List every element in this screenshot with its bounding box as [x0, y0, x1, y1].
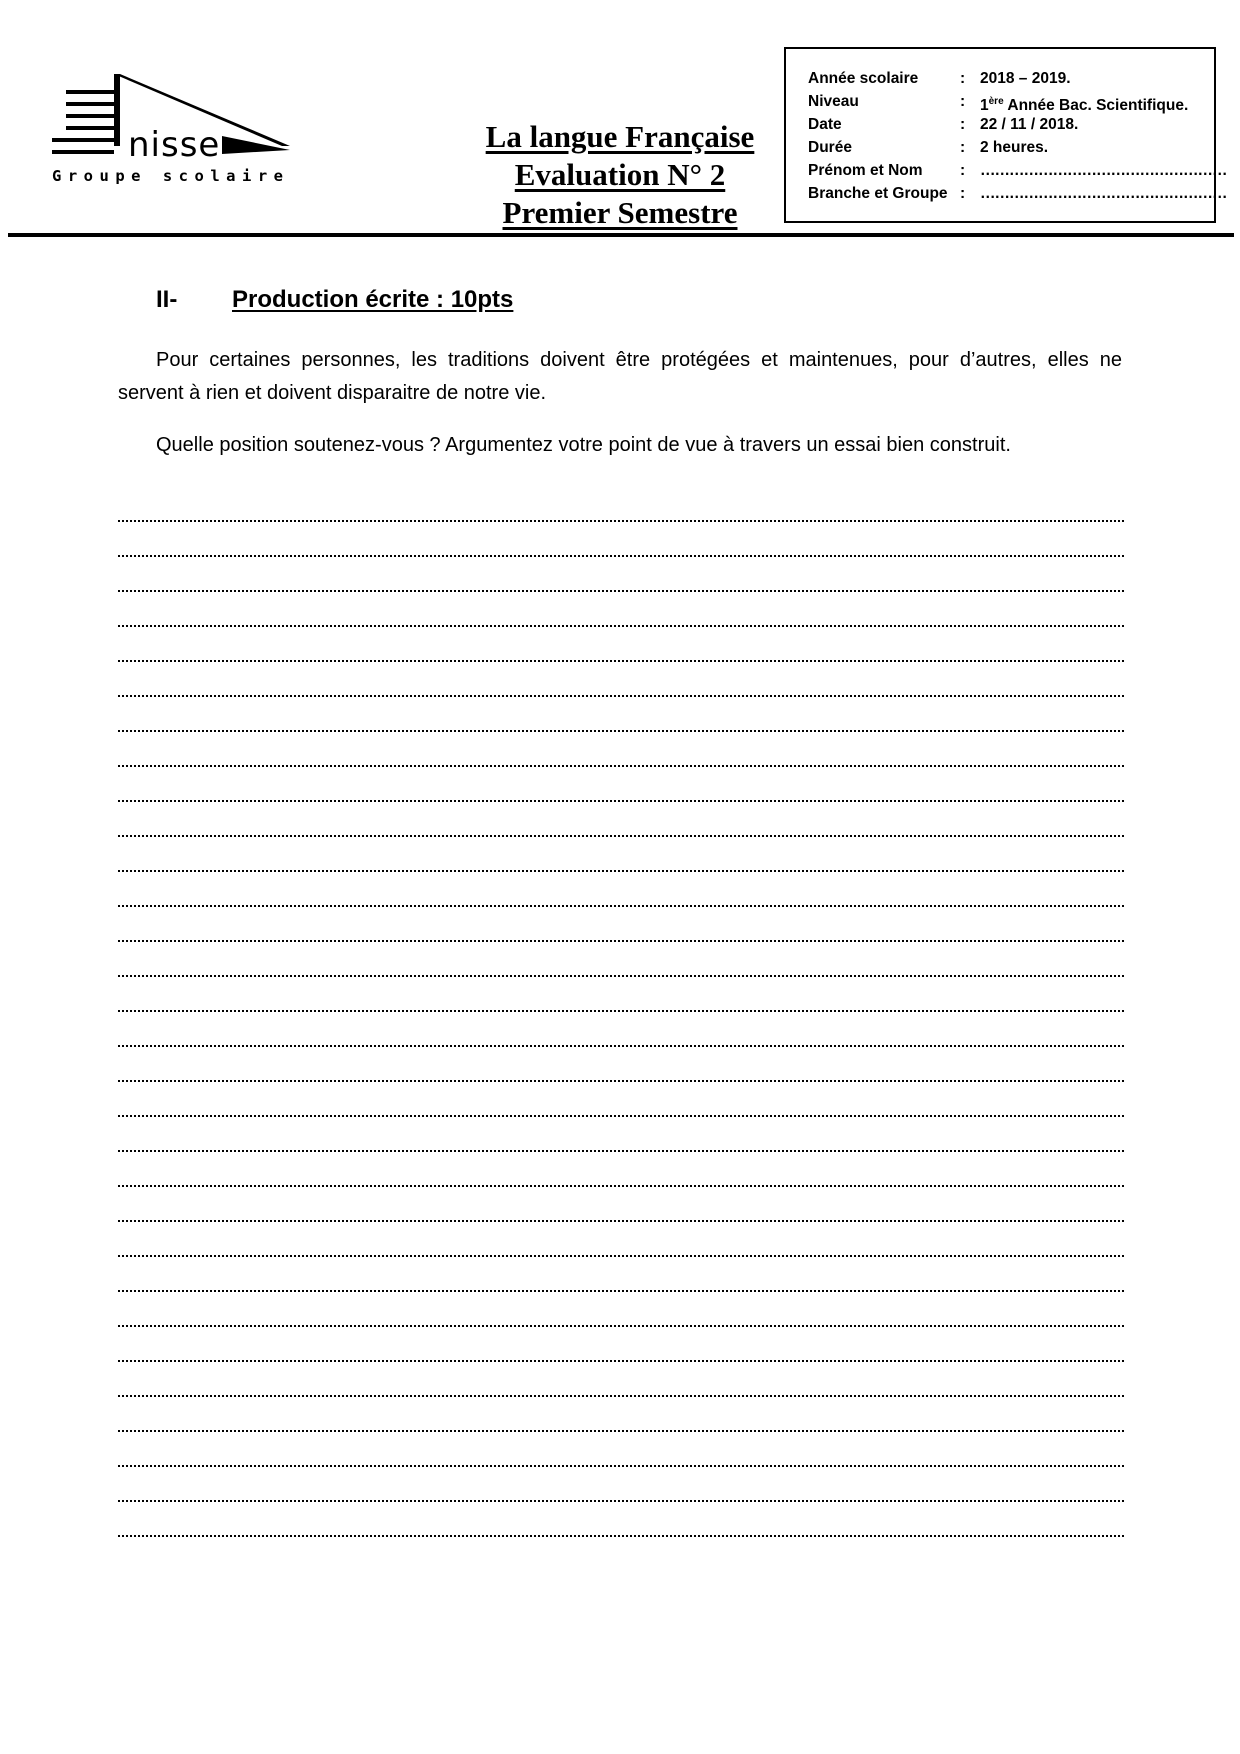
answer-line[interactable] [118, 487, 1124, 522]
answer-line[interactable] [118, 942, 1124, 977]
answer-line[interactable] [118, 627, 1124, 662]
info-label: Année scolaire [808, 70, 919, 87]
answer-line[interactable] [118, 1467, 1124, 1502]
answer-line[interactable] [118, 1047, 1124, 1082]
info-row-year [808, 67, 1214, 90]
answer-lines[interactable] [118, 487, 1124, 1537]
info-label: Date [808, 116, 842, 133]
answer-line[interactable] [118, 1222, 1124, 1257]
info-label: Durée [808, 139, 852, 156]
header-divider [8, 233, 1234, 237]
prompt-question: Quelle position soutenez-vous ? Argumentez votre point de vue à travers un essai bien construit. [156, 434, 1011, 456]
info-separator: : [960, 162, 966, 179]
answer-line[interactable] [118, 1257, 1124, 1292]
answer-line[interactable] [118, 1117, 1124, 1152]
level-name: Année Bac. Scientifique. [1003, 97, 1189, 115]
exam-title [460, 118, 780, 232]
answer-line[interactable] [118, 1362, 1124, 1397]
answer-line[interactable] [118, 837, 1124, 872]
answer-line[interactable] [118, 732, 1124, 767]
answer-line[interactable] [118, 697, 1124, 732]
info-label: Prénom et Nom [808, 162, 923, 179]
info-label: Niveau [808, 93, 859, 110]
info-separator: : [960, 139, 966, 156]
info-value: 2018 – 2019. [980, 70, 1071, 87]
info-row-group [808, 182, 1227, 205]
answer-line[interactable] [118, 1012, 1124, 1047]
name-field[interactable]: …………………………………………… [980, 162, 1227, 179]
answer-line[interactable] [118, 557, 1124, 592]
info-separator: : [960, 116, 966, 133]
info-value: 2 heures. [980, 139, 1049, 156]
section-number: II- [156, 286, 178, 313]
answer-line[interactable] [118, 1397, 1124, 1432]
answer-line[interactable] [118, 977, 1124, 1012]
logo-name: nisse [128, 125, 221, 165]
title-semester: Premier Semestre [502, 195, 738, 230]
answer-line[interactable] [118, 1152, 1124, 1187]
info-separator: : [960, 185, 966, 202]
prompt-paragraph: Pour certaines personnes, les traditions doivent être protégées et maintenues, pour d’autres, elles ne servent à rien et doivent disparaitre de notre vie. [118, 349, 1122, 404]
answer-line[interactable] [118, 1432, 1124, 1467]
title-subject: La langue Française [485, 119, 755, 154]
answer-line[interactable] [118, 1327, 1124, 1362]
info-row-duration [808, 136, 1214, 159]
info-separator: : [960, 70, 966, 87]
section-title: Production écrite : 10pts [232, 286, 514, 313]
answer-line[interactable] [118, 802, 1124, 837]
answer-line[interactable] [118, 872, 1124, 907]
answer-line[interactable] [118, 522, 1124, 557]
info-box [784, 47, 1227, 223]
info-row-name [808, 159, 1227, 182]
info-row-level [808, 90, 1214, 113]
info-separator: : [960, 93, 966, 110]
answer-line[interactable] [118, 1502, 1124, 1537]
answer-line[interactable] [118, 1292, 1124, 1327]
answer-line[interactable] [118, 767, 1124, 802]
answer-line[interactable] [118, 1187, 1124, 1222]
info-value: 22 / 11 / 2018. [980, 116, 1079, 133]
school-logo [52, 74, 332, 192]
answer-line[interactable] [118, 907, 1124, 942]
answer-line[interactable] [118, 1082, 1124, 1117]
title-evaluation: Evaluation N° 2 [514, 157, 726, 192]
level-superscript: ère [988, 96, 1004, 107]
answer-line[interactable] [118, 662, 1124, 697]
info-row-date [808, 113, 1214, 136]
logo-subtitle: Groupe scolaire [52, 167, 290, 185]
info-label: Branche et Groupe [808, 185, 948, 202]
level-number: 1 [980, 97, 989, 115]
group-field[interactable]: …………………………………………… [980, 185, 1227, 202]
answer-line[interactable] [118, 592, 1124, 627]
